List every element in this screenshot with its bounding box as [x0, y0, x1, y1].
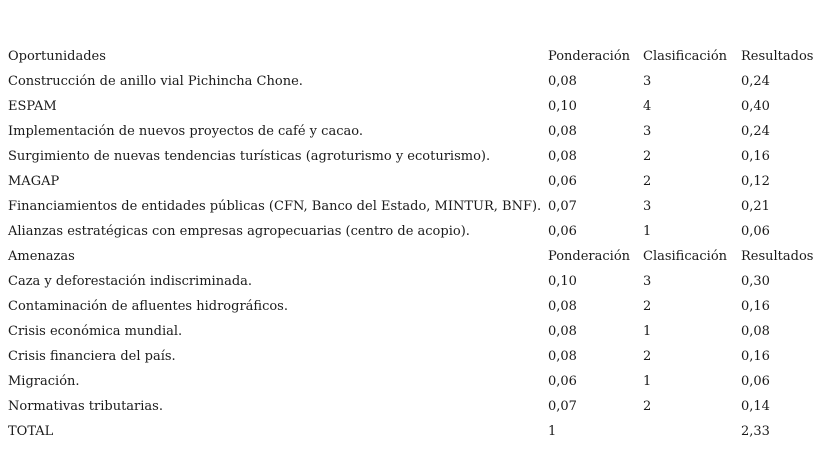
weight-cell: 0,08 — [548, 149, 577, 164]
total-label: TOTAL — [8, 424, 54, 439]
factor-cell: Caza y deforestación indiscriminada. — [8, 274, 253, 289]
table-row — [8, 169, 828, 194]
total-weight: 1 — [548, 424, 557, 439]
result-column-header: Resultados — [741, 249, 814, 264]
result-cell: 0,06 — [741, 224, 770, 239]
weight-cell: 0,07 — [548, 199, 577, 214]
table-row — [8, 369, 828, 394]
weight-column-header: Ponderación — [548, 49, 631, 64]
rating-cell: 1 — [643, 324, 652, 339]
rating-cell: 1 — [643, 374, 652, 389]
rating-cell: 2 — [643, 174, 652, 189]
table-row — [8, 269, 828, 294]
opportunities-header-row — [8, 44, 828, 69]
factor-cell: Surgimiento de nuevas tendencias turísticas (agroturismo y ecoturismo). — [8, 149, 491, 164]
table-row — [8, 319, 828, 344]
rating-cell: 3 — [643, 274, 652, 289]
rating-cell: 3 — [643, 124, 652, 139]
threats-header-row — [8, 244, 828, 269]
factor-cell: Financiamientos de entidades públicas (CFN, Banco del Estado, MINTUR, BNF). — [8, 199, 542, 214]
result-cell: 0,21 — [741, 199, 770, 214]
rating-cell: 1 — [643, 224, 652, 239]
factor-cell: MAGAP — [8, 174, 60, 189]
table-row — [8, 344, 828, 369]
rating-cell: 2 — [643, 399, 652, 414]
result-cell: 0,06 — [741, 374, 770, 389]
result-cell: 0,14 — [741, 399, 770, 414]
weight-cell: 0,08 — [548, 324, 577, 339]
result-column-header: Resultados — [741, 49, 814, 64]
efe-matrix-table — [8, 44, 828, 444]
result-cell: 0,16 — [741, 149, 770, 164]
table-row — [8, 394, 828, 419]
threats-header-label: Amenazas — [8, 249, 75, 264]
rating-cell: 3 — [643, 74, 652, 89]
rating-cell: 2 — [643, 149, 652, 164]
weight-cell: 0,08 — [548, 74, 577, 89]
weight-cell: 0,06 — [548, 374, 577, 389]
rating-cell: 2 — [643, 299, 652, 314]
table-row — [8, 144, 828, 169]
weight-cell: 0,10 — [548, 274, 577, 289]
table-row — [8, 219, 828, 244]
factor-cell: Normativas tributarias. — [8, 399, 163, 414]
result-cell: 0,30 — [741, 274, 770, 289]
total-row — [8, 419, 828, 444]
factor-cell: Construcción de anillo vial Pichincha Chone. — [8, 74, 303, 89]
factor-cell: Crisis financiera del país. — [8, 349, 176, 364]
weight-cell: 0,08 — [548, 124, 577, 139]
table-row — [8, 69, 828, 94]
weight-cell: 0,06 — [548, 224, 577, 239]
opportunities-header-label: Oportunidades — [8, 49, 106, 64]
factor-cell: Contaminación de afluentes hidrográficos. — [8, 299, 288, 314]
result-cell: 0,08 — [741, 324, 770, 339]
rating-cell: 2 — [643, 349, 652, 364]
factor-cell: Crisis económica mundial. — [8, 324, 183, 339]
result-cell: 0,24 — [741, 74, 770, 89]
table-row — [8, 194, 828, 219]
result-cell: 0,16 — [741, 349, 770, 364]
weight-cell: 0,07 — [548, 399, 577, 414]
weight-cell: 0,08 — [548, 299, 577, 314]
table-row — [8, 119, 828, 144]
table-row — [8, 294, 828, 319]
result-cell: 0,16 — [741, 299, 770, 314]
rating-column-header: Clasificación — [643, 49, 728, 64]
weight-cell: 0,06 — [548, 174, 577, 189]
rating-column-header: Clasificación — [643, 249, 728, 264]
factor-cell: Migración. — [8, 374, 80, 389]
rating-cell: 4 — [643, 99, 652, 114]
factor-cell: ESPAM — [8, 99, 57, 114]
result-cell: 0,24 — [741, 124, 770, 139]
table-row — [8, 94, 828, 119]
weight-cell: 0,10 — [548, 99, 577, 114]
weight-column-header: Ponderación — [548, 249, 631, 264]
total-result: 2,33 — [741, 424, 770, 439]
weight-cell: 0,08 — [548, 349, 577, 364]
rating-cell: 3 — [643, 199, 652, 214]
result-cell: 0,40 — [741, 99, 770, 114]
factor-cell: Alianzas estratégicas con empresas agropecuarias (centro de acopio). — [8, 224, 470, 239]
result-cell: 0,12 — [741, 174, 770, 189]
factor-cell: Implementación de nuevos proyectos de café y cacao. — [8, 124, 363, 139]
